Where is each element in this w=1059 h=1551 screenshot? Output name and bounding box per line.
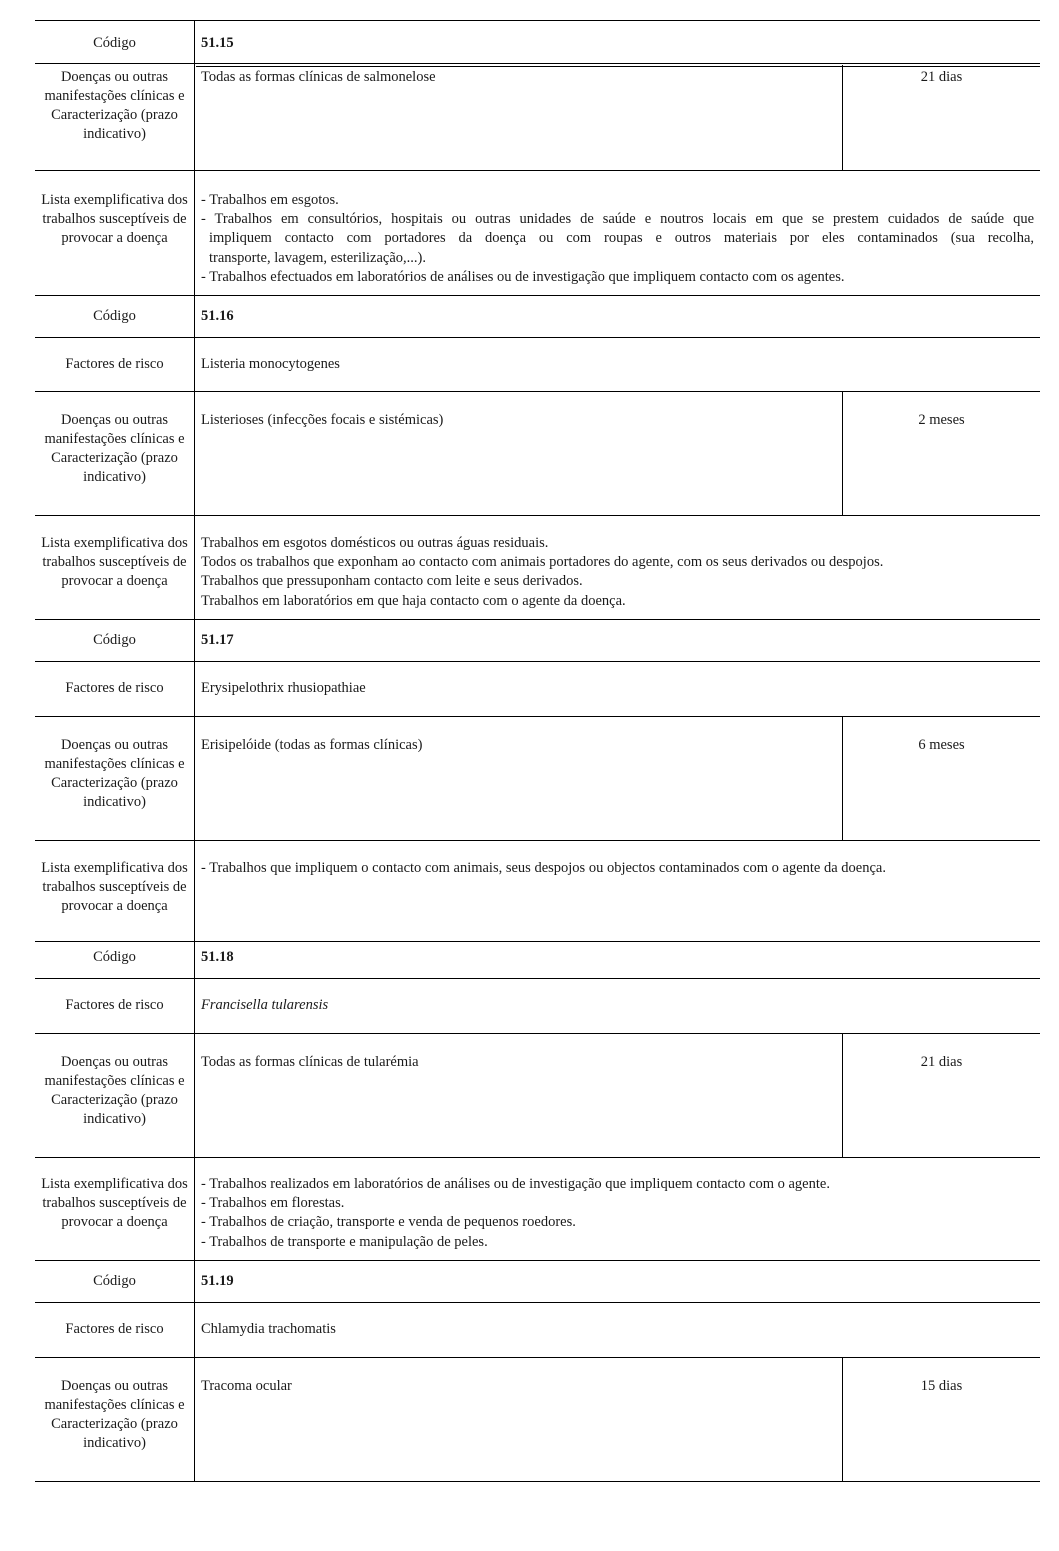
- divider: [35, 1357, 1040, 1358]
- works-item: - Trabalhos em florestas.: [201, 1195, 345, 1212]
- works-label: Lista exemplificativa dos trabalhos susceptíveis de provocar a doença: [41, 535, 188, 589]
- divider: [35, 978, 1040, 979]
- divider: [35, 716, 1040, 717]
- code-label: Código: [93, 1273, 136, 1289]
- divider: [35, 515, 1040, 516]
- term-value: 21 dias: [920, 69, 963, 85]
- code-label: Código: [93, 632, 136, 648]
- code-value: 51.19: [201, 1273, 234, 1289]
- divider: [35, 20, 1040, 21]
- risk-label: Factores de risco: [65, 680, 164, 696]
- term-value: 21 dias: [920, 1054, 963, 1070]
- divider: [35, 661, 1040, 662]
- divider: [35, 337, 1040, 338]
- works-label: Lista exemplificativa dos trabalhos susceptíveis de provocar a doença: [41, 192, 188, 246]
- divider: [196, 66, 1040, 67]
- divider: [842, 716, 843, 840]
- risk-value: Listeria monocytogenes: [201, 356, 340, 372]
- divider: [842, 1357, 843, 1481]
- code-label: Código: [93, 949, 136, 965]
- works-item: - Trabalhos realizados em laboratórios de análises ou de investigação que impliquem contacto com o agente.: [201, 1176, 830, 1192]
- code-value: 51.17: [201, 632, 234, 648]
- works-list: [201, 534, 1034, 611]
- term-value: 15 dias: [920, 1378, 963, 1394]
- works-label: Lista exemplificativa dos trabalhos susceptíveis de provocar a doença: [41, 1176, 188, 1230]
- divider: [35, 1157, 1040, 1158]
- disease-value: Tracoma ocular: [201, 1378, 292, 1394]
- works-item: - Trabalhos em esgotos.: [201, 192, 339, 208]
- risk-value: Francisella tularensis: [201, 997, 329, 1013]
- works-item: Trabalhos que pressuponham contacto com leite e seus derivados.: [201, 573, 583, 590]
- divider: [35, 941, 1040, 942]
- works-item: - Trabalhos em consultórios, hospitais ou outras unidades de saúde e noutros locais em que se prestem cuidados de saúde que: [201, 211, 1034, 228]
- code-label: Código: [93, 308, 136, 324]
- divider: [842, 1033, 843, 1157]
- works-list: [201, 191, 1034, 287]
- risk-label: Factores de risco: [65, 1321, 164, 1337]
- risk-value: Erysipelothrix rhusiopathiae: [201, 680, 366, 696]
- divider: [35, 391, 1040, 392]
- divider: [35, 63, 1040, 64]
- works-list: [201, 859, 1034, 878]
- disease-label: Doenças ou outras manifestações clínicas e Caracterização (prazo indicativo): [44, 69, 185, 142]
- term-value: 6 meses: [918, 737, 965, 753]
- works-item: - Trabalhos que impliquem o contacto com animais, seus despojos ou objectos contaminados com o agente da doença.: [201, 860, 886, 876]
- code-value: 51.18: [201, 949, 234, 965]
- disease-value: Listerioses (infecções focais e sistémicas): [201, 412, 444, 428]
- disease-label: Doenças ou outras manifestações clínicas e Caracterização (prazo indicativo): [44, 737, 185, 810]
- divider: [35, 840, 1040, 841]
- disease-value: Todas as formas clínicas de tularémia: [201, 1054, 419, 1070]
- divider: [194, 20, 195, 1481]
- divider: [35, 619, 1040, 620]
- divider: [35, 1033, 1040, 1034]
- code-value: 51.16: [201, 308, 234, 324]
- disease-value: Erisipelóide (todas as formas clínicas): [201, 737, 423, 753]
- divider: [35, 295, 1040, 296]
- works-item: - Trabalhos efectuados em laboratórios de análises ou de investigação que impliquem contacto com os agentes.: [201, 268, 845, 285]
- works-label: Lista exemplificativa dos trabalhos susceptíveis de provocar a doença: [41, 860, 188, 914]
- works-item: transporte, lavagem, esterilização,...).: [209, 249, 426, 266]
- divider: [35, 1302, 1040, 1303]
- works-item: Todos os trabalhos que exponham ao contacto com animais portadores do agente, com os seus derivados ou despojos.: [201, 554, 884, 571]
- disease-label: Doenças ou outras manifestações clínicas e Caracterização (prazo indicativo): [44, 1378, 185, 1451]
- code-value: 51.15: [201, 35, 234, 51]
- divider: [842, 391, 843, 515]
- risk-value: Chlamydia trachomatis: [201, 1321, 336, 1337]
- disease-label: Doenças ou outras manifestações clínicas e Caracterização (prazo indicativo): [44, 1054, 185, 1127]
- divider: [35, 1481, 1040, 1482]
- works-item: impliquem contacto com portadores da doença ou com roupas e outros materiais por eles contaminados (sua recolha,: [209, 230, 1034, 247]
- divider: [35, 1260, 1040, 1261]
- works-item: - Trabalhos de transporte e manipulação de peles.: [201, 1233, 488, 1250]
- works-item: Trabalhos em esgotos domésticos ou outras águas residuais.: [201, 535, 549, 551]
- works-list: [201, 1175, 1034, 1252]
- term-value: 2 meses: [918, 412, 965, 428]
- risk-label: Factores de risco: [65, 997, 164, 1013]
- disease-label: Doenças ou outras manifestações clínicas e Caracterização (prazo indicativo): [44, 412, 185, 485]
- risk-label: Factores de risco: [65, 356, 164, 372]
- code-label: Código: [93, 35, 136, 51]
- disease-value: Todas as formas clínicas de salmonelose: [201, 69, 436, 85]
- works-item: Trabalhos em laboratórios em que haja contacto com o agente da doença.: [201, 592, 626, 609]
- works-item: - Trabalhos de criação, transporte e venda de pequenos roedores.: [201, 1214, 576, 1231]
- divider: [35, 170, 1040, 171]
